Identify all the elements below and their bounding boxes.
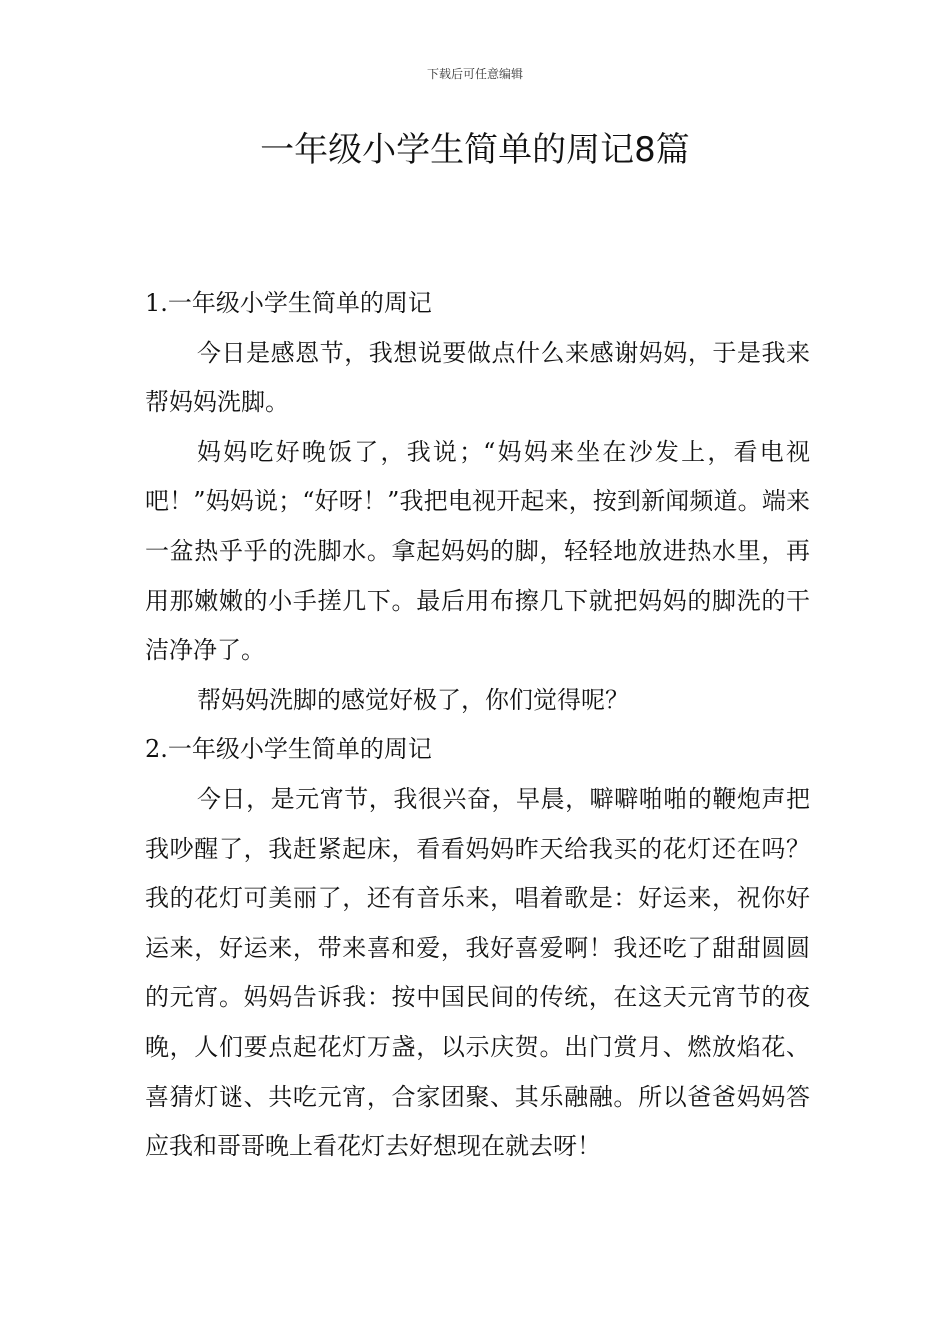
document-title: 一年级小学生简单的周记8篇	[260, 130, 690, 170]
section-heading: 1.一年级小学生简单的周记	[145, 289, 432, 317]
paragraph: 帮妈妈洗脚的感觉好极了，你们觉得呢？	[197, 685, 629, 714]
header-note: 下载后可任意编辑	[426, 67, 523, 81]
section-2	[145, 725, 810, 1171]
paragraph: 妈妈吃好晚饭了，我说；“妈妈来坐在沙发上，看电视吧！”妈妈说；“好呀！”我把电视开起来，按到新闻频道。端来一盆热乎乎的洗脚水。拿起妈妈的脚，轻轻地放进热水里，再用那嫩嫩的小手搓几下。最后用布擦几下就把妈妈的脚洗的干洁净净了。	[145, 437, 810, 665]
paragraph: 今日，是元宵节，我很兴奋，早晨，噼噼啪啪的鞭炮声把我吵醒了，我赶紧起床，看看妈妈昨天给我买的花灯还在吗？我的花灯可美丽了，还有音乐来，唱着歌是：好运来，祝你好运来，好运来，带来喜和爱，我好喜爱啊！我还吃了甜甜圆圆的元宵。妈妈告诉我：按中国民间的传统，在这天元宵节的夜晚，人们要点起花灯万盏，以示庆贺。出门赏月、燃放焰花、喜猜灯谜、共吃元宵，合家团聚、其乐融融。所以爸爸妈妈答应我和哥哥晚上看花灯去好想现在就去呀！	[145, 784, 810, 1161]
section-1	[145, 279, 810, 725]
section-heading: 2.一年级小学生简单的周记	[145, 735, 432, 764]
document-body	[145, 279, 810, 1172]
paragraph: 今日是感恩节，我想说要做点什么来感谢妈妈，于是我来帮妈妈洗脚。	[145, 338, 810, 417]
